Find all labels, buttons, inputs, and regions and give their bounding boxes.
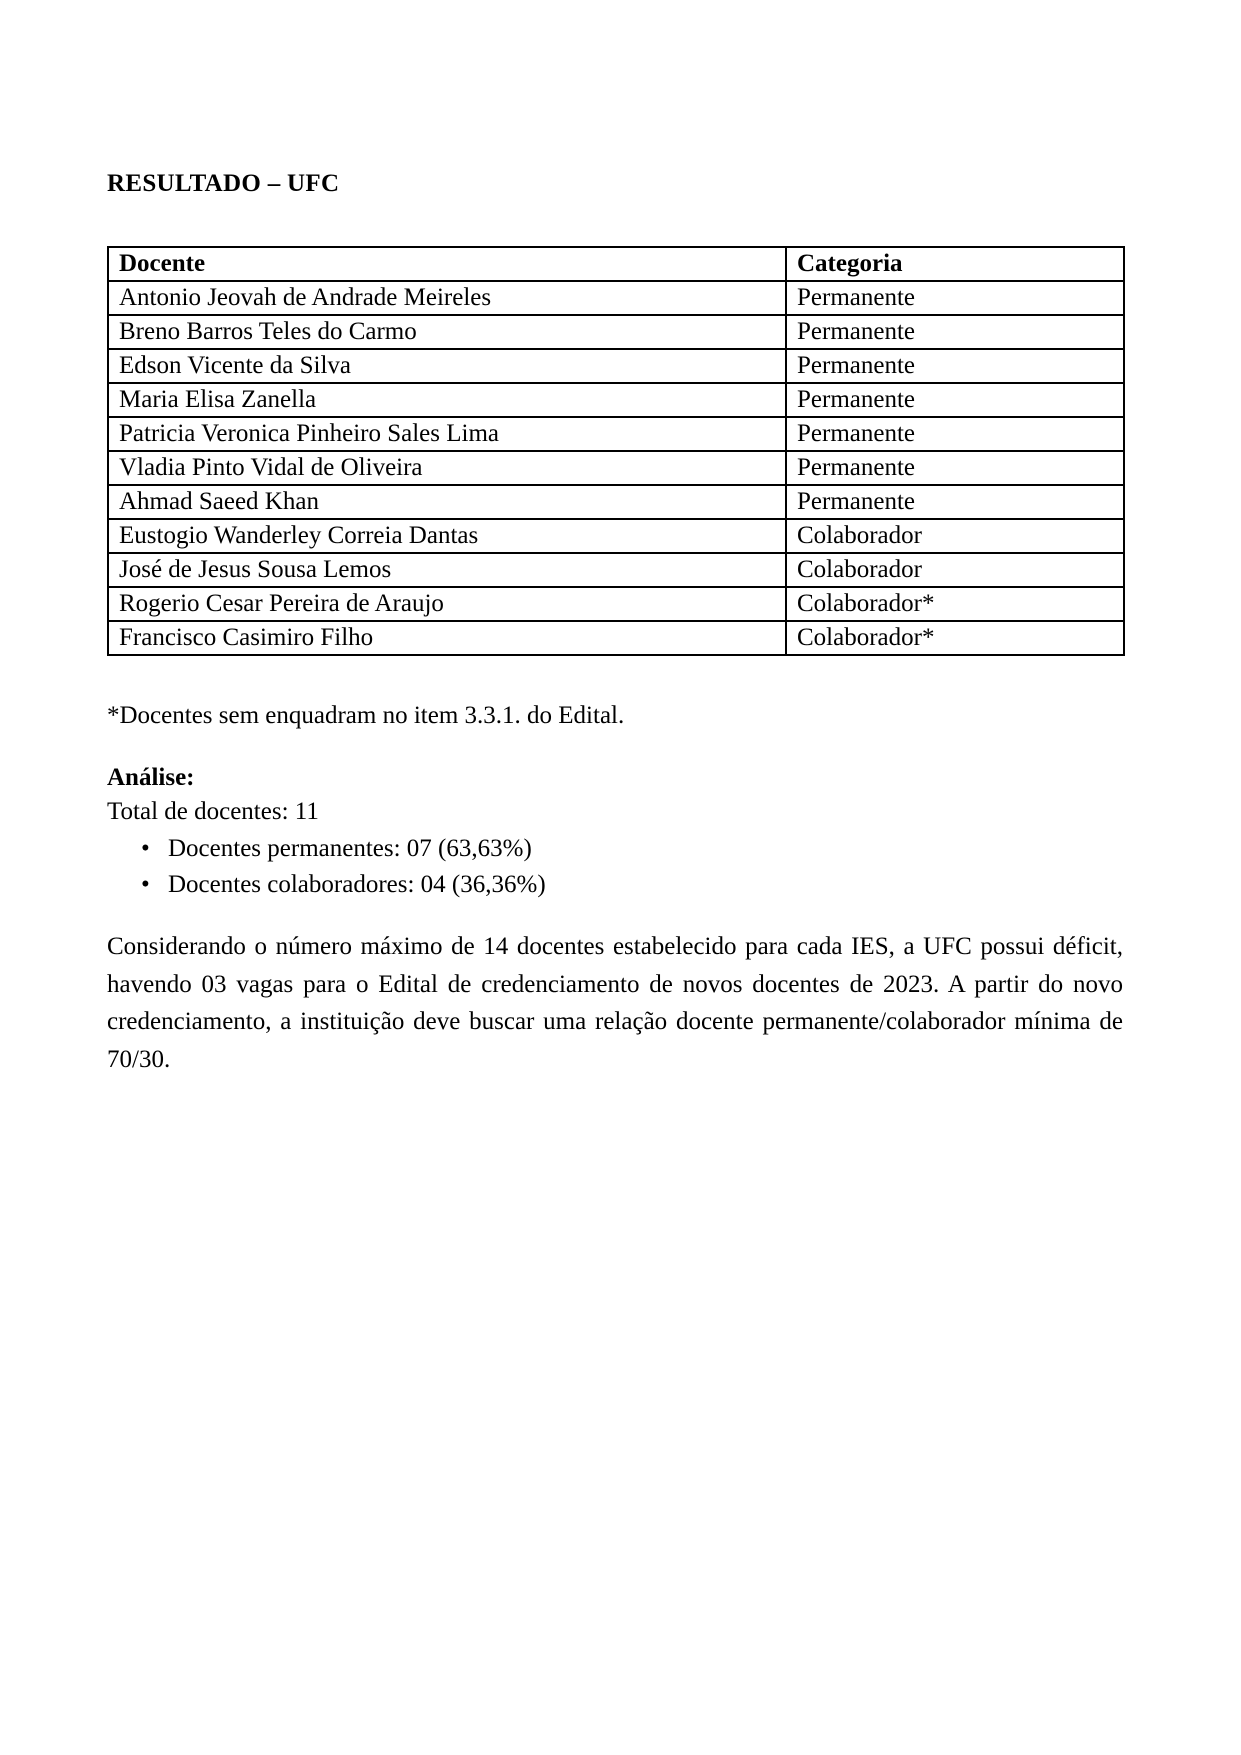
analysis-bullet-item: • Docentes colaboradores: 04 (36,36%) <box>107 867 1123 903</box>
table-cell: Permanente <box>786 451 1124 485</box>
table-row <box>108 485 1124 519</box>
table-row <box>108 451 1124 485</box>
table-footnote: *Docentes sem enquadram no item 3.3.1. do Edital. <box>107 702 625 729</box>
table-cell: Colaborador* <box>786 621 1124 655</box>
column-header-docente: Docente <box>108 247 786 281</box>
table-cell: Francisco Casimiro Filho <box>108 621 786 655</box>
analysis-heading: Análise: <box>107 764 195 791</box>
table-row <box>108 349 1124 383</box>
table-cell: Ahmad Saeed Khan <box>108 485 786 519</box>
table-cell: Eustogio Wanderley Correia Dantas <box>108 519 786 553</box>
table-cell: Colaborador <box>786 553 1124 587</box>
table-cell: Colaborador* <box>786 587 1124 621</box>
table-row <box>108 281 1124 315</box>
analysis-bullet-list <box>107 831 1123 903</box>
table-cell: Breno Barros Teles do Carmo <box>108 315 786 349</box>
table-cell: José de Jesus Sousa Lemos <box>108 553 786 587</box>
table-cell: Patricia Veronica Pinheiro Sales Lima <box>108 417 786 451</box>
table-row <box>108 621 1124 655</box>
table-cell: Permanente <box>786 315 1124 349</box>
table-row <box>108 315 1124 349</box>
docentes-table <box>107 246 1125 656</box>
page-content <box>107 0 1123 1078</box>
table-cell: Permanente <box>786 383 1124 417</box>
page-title: RESULTADO – UFC <box>107 170 340 197</box>
table-cell: Maria Elisa Zanella <box>108 383 786 417</box>
analysis-total-docentes: Total de docentes: 11 <box>107 798 319 825</box>
table-cell: Colaborador <box>786 519 1124 553</box>
table-cell: Permanente <box>786 349 1124 383</box>
column-header-categoria: Categoria <box>786 247 1124 281</box>
table-cell: Rogerio Cesar Pereira de Araujo <box>108 587 786 621</box>
table-cell: Permanente <box>786 485 1124 519</box>
table-cell: Permanente <box>786 417 1124 451</box>
conclusion-paragraph: Considerando o número máximo de 14 docentes estabelecido para cada IES, a UFC possui déficit, havendo 03 vagas para o Edital de credenciamento de novos docentes de 2023. A partir do novo credenciamento, a instituição deve buscar uma relação docente permanente/colaborador mínima de 70/30. <box>107 933 1123 1073</box>
table-body <box>108 281 1124 655</box>
table-row <box>108 587 1124 621</box>
table-row <box>108 417 1124 451</box>
table-cell: Permanente <box>786 281 1124 315</box>
analysis-bullet-item: • Docentes permanentes: 07 (63,63%) <box>107 831 1123 867</box>
table-cell: Edson Vicente da Silva <box>108 349 786 383</box>
table-row <box>108 383 1124 417</box>
table-header-row <box>108 247 1124 281</box>
table-cell: Vladia Pinto Vidal de Oliveira <box>108 451 786 485</box>
table-row <box>108 519 1124 553</box>
table-row <box>108 553 1124 587</box>
table-cell: Antonio Jeovah de Andrade Meireles <box>108 281 786 315</box>
